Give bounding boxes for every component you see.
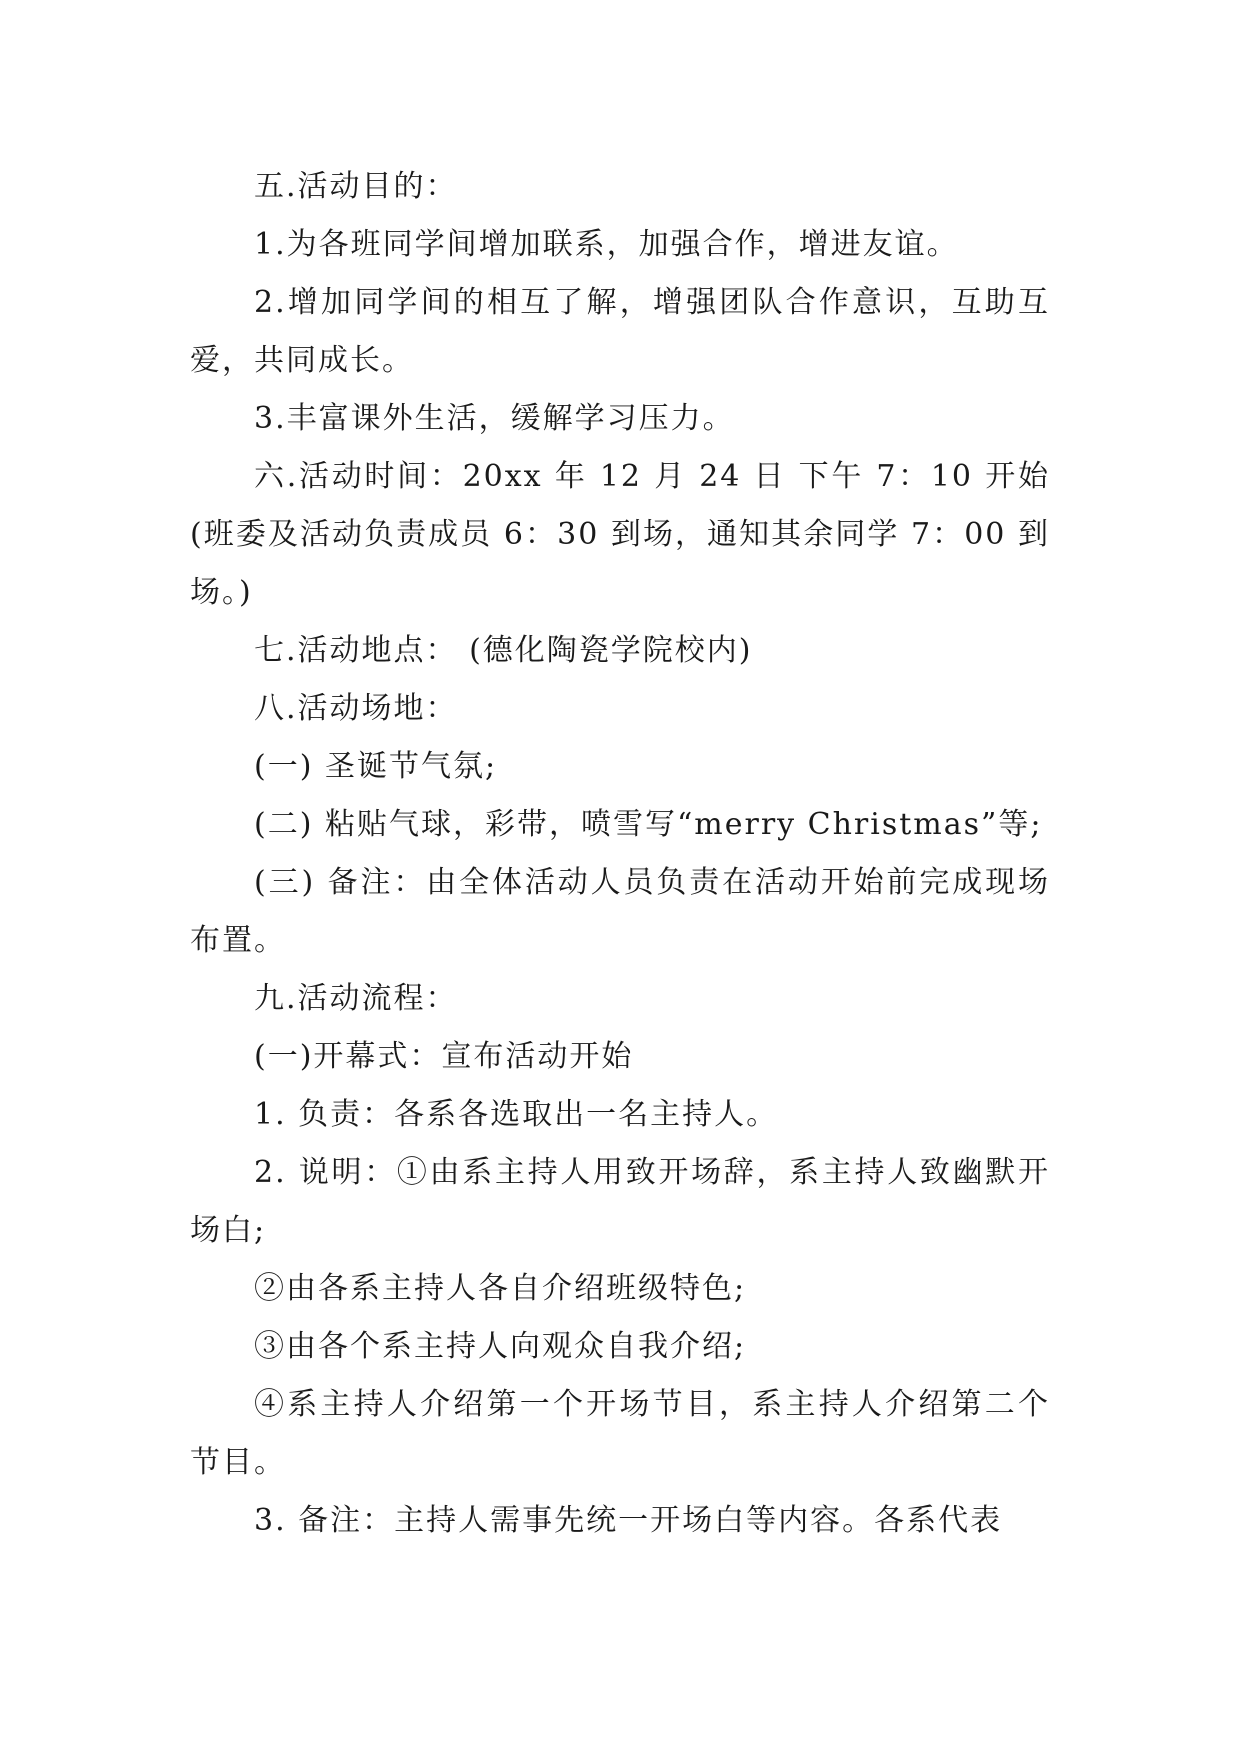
section-heading-purpose: 五.活动目的：	[254, 169, 458, 204]
document-body	[190, 158, 1050, 1550]
purpose-item-1: 1.为各班同学间增加联系，加强合作，增进友谊。	[254, 227, 959, 262]
process-opening: (一)开幕式：宣布活动开始	[254, 1039, 634, 1074]
venue-item-3: (三) 备注：由全体活动人员负责在活动开始前完成现场布置。	[190, 865, 1050, 958]
section-time: 六.活动时间：20xx 年 12 月 24 日 下午 7：10 开始(班委及活动负责成员 6：30 到场，通知其余同学 7：00 到场。)	[190, 459, 1050, 610]
section-heading-venue: 八.活动场地：	[254, 691, 458, 726]
section-heading-process: 九.活动流程：	[254, 981, 458, 1016]
process-item-1: 1. 负责：各系各选取出一名主持人。	[254, 1097, 779, 1132]
process-item-3: 3. 备注：主持人需事先统一开场白等内容。各系代表	[254, 1503, 1003, 1538]
process-subitem-2: ②由各系主持人各自介绍班级特色;	[254, 1271, 747, 1306]
purpose-item-3: 3.丰富课外生活，缓解学习压力。	[254, 401, 735, 436]
purpose-item-2: 2.增加同学间的相互了解，增强团队合作意识，互助互爱，共同成长。	[190, 285, 1050, 378]
venue-item-2: (二) 粘贴气球，彩带，喷雪写“merry Christmas”等;	[254, 807, 1043, 842]
process-subitem-4: ④系主持人介绍第一个开场节目，系主持人介绍第二个节目。	[190, 1387, 1050, 1480]
process-item-2: 2. 说明：①由系主持人用致开场辞，系主持人致幽默开场白;	[190, 1155, 1050, 1248]
venue-item-1: (一) 圣诞节气氛;	[254, 749, 498, 784]
section-location: 七.活动地点： (德化陶瓷学院校内)	[254, 633, 753, 668]
process-subitem-3: ③由各个系主持人向观众自我介绍;	[254, 1329, 747, 1364]
